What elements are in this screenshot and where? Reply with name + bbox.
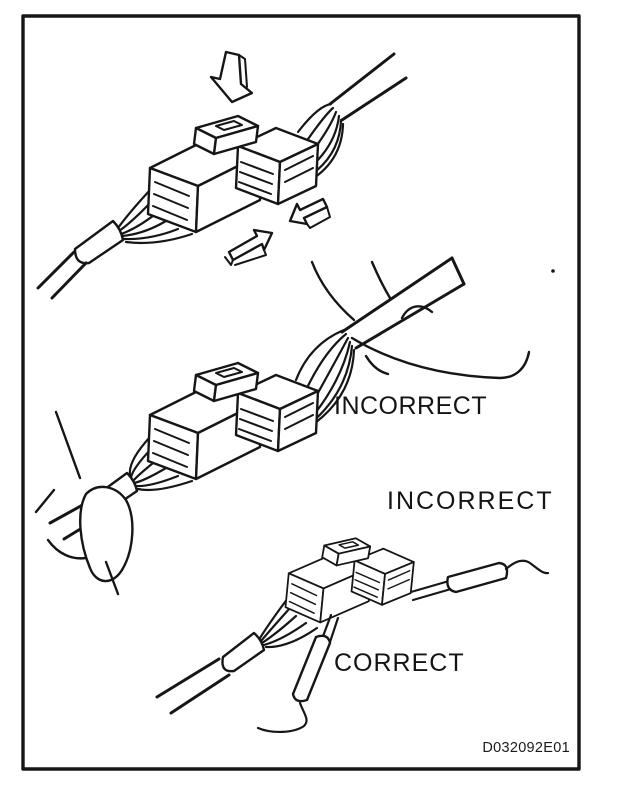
correct-label: CORRECT (334, 649, 465, 677)
scan-dot (551, 269, 555, 273)
incorrect-label-lower: INCORRECT (387, 487, 554, 515)
figure-code: D032092E01 (482, 740, 570, 756)
incorrect-label-middle: INCORRECT (334, 392, 488, 420)
